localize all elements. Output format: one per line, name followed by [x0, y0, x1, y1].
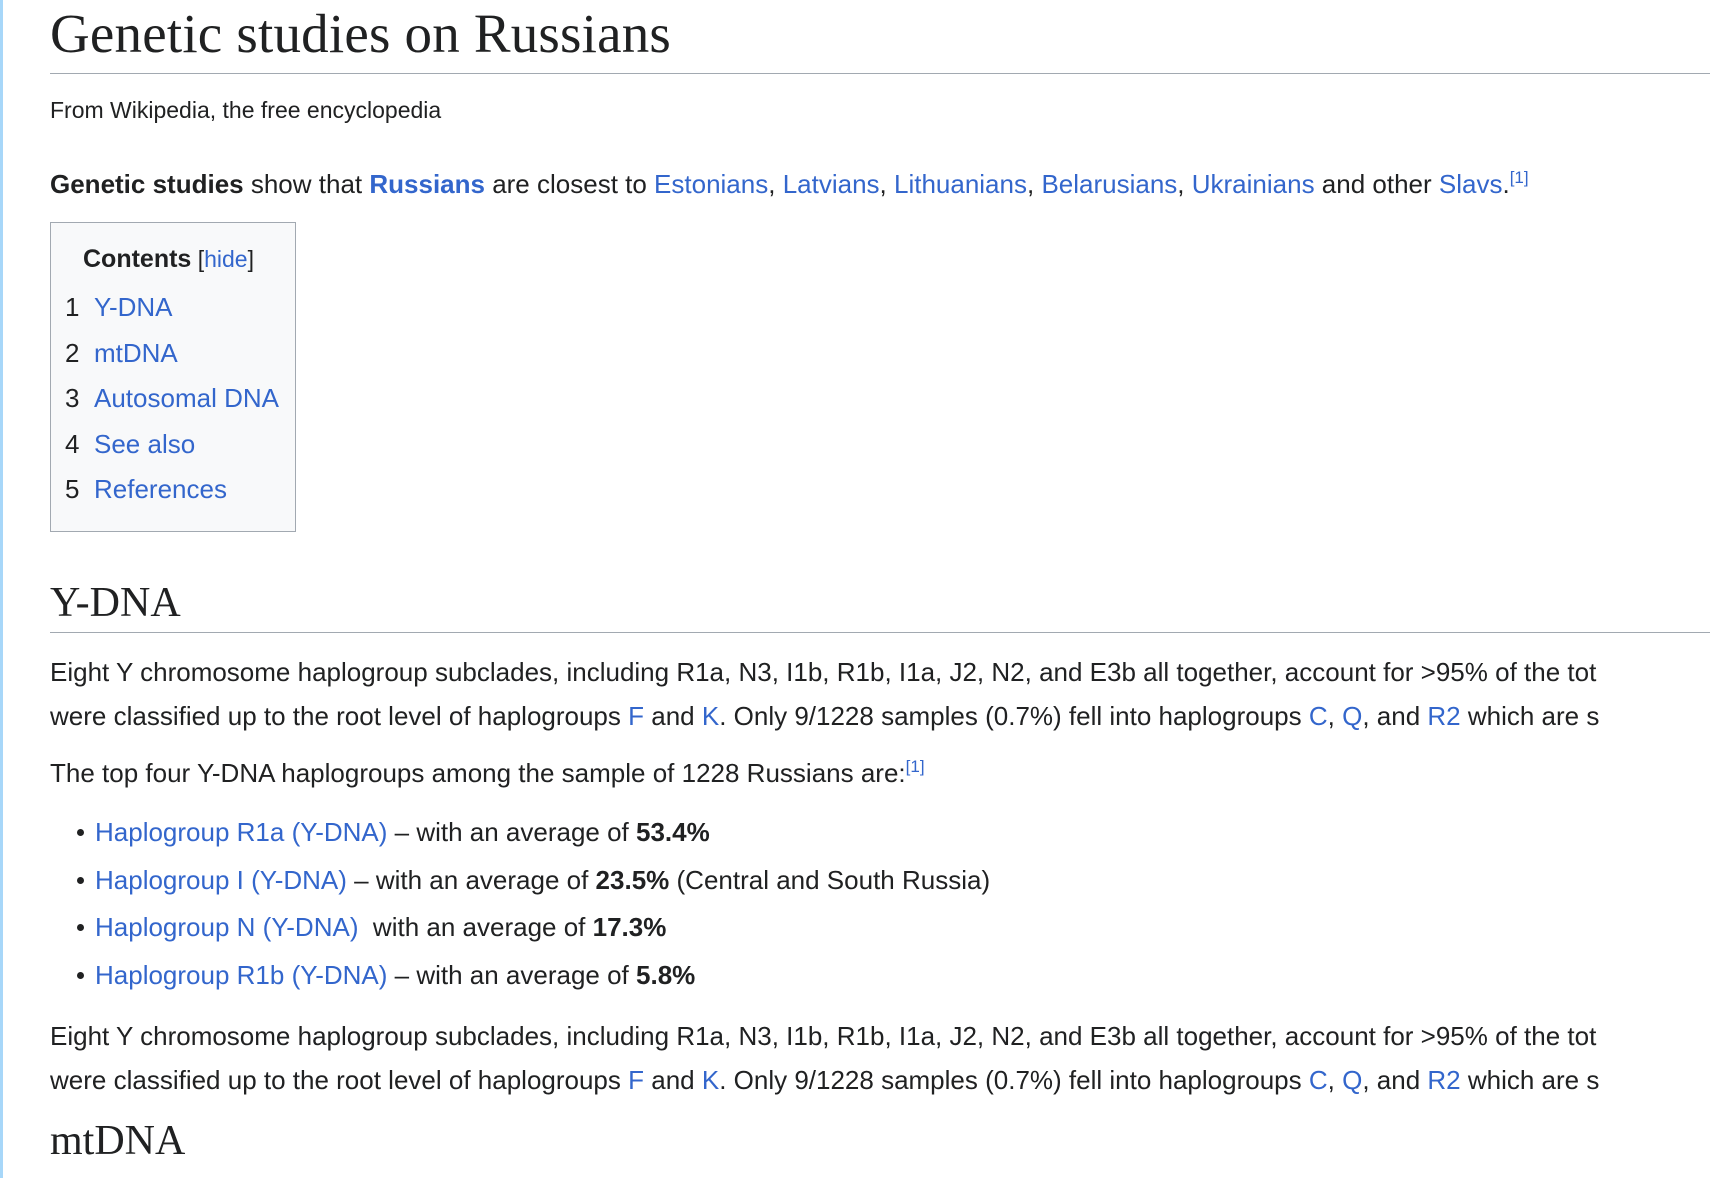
list-item [77, 911, 990, 959]
link-slavs[interactable]: Slavs [1438, 169, 1503, 199]
text: were classified up to the root level of haplogroups [50, 1065, 629, 1095]
text: The top four Y-DNA haplogroups among the sample of 1228 Russians are: [50, 758, 906, 788]
text: – with an average of [346, 864, 596, 895]
link-estonians[interactable]: Estonians [654, 169, 769, 199]
title-divider [50, 73, 1710, 74]
haplogroup-list [77, 816, 990, 1007]
table-of-contents [50, 222, 296, 532]
bullet-icon [77, 924, 84, 931]
toc-title: Contents [83, 245, 192, 273]
link-haplogroup-c[interactable]: C [1308, 701, 1328, 731]
toc-number: 5 [65, 474, 80, 504]
toc-link[interactable]: Y-DNA [94, 292, 173, 322]
link-haplogroup[interactable]: Haplogroup N (Y-DNA) [95, 912, 359, 943]
top-four-intro [50, 757, 925, 789]
toc-bracket: [ [191, 246, 205, 272]
lead-separator: , [1026, 169, 1042, 199]
text: , and [1362, 701, 1428, 731]
text: which are s [1460, 1065, 1600, 1095]
toc-header [83, 243, 254, 275]
link-ukrainians[interactable]: Ukrainians [1191, 169, 1315, 199]
lead-bold-text: Genetic studies [50, 169, 244, 199]
toc-hide-toggle[interactable]: hide [204, 246, 248, 272]
text: and [644, 1065, 702, 1095]
ydna-paragraph-1-line-2 [50, 700, 1599, 732]
toc-item-see-also[interactable] [65, 428, 279, 474]
toc-link[interactable]: See also [94, 428, 196, 459]
link-haplogroup-r2[interactable]: R2 [1427, 701, 1461, 731]
ydna-paragraph-1-line-1: Eight Y chromosome haplogroup subclades, including R1a, N3, I1b, R1b, I1a, J2, N2, and E3b all together, account for >95% of the tot [50, 657, 1597, 687]
link-haplogroup[interactable]: Haplogroup R1a (Y-DNA) [95, 817, 388, 847]
toc-item-references[interactable] [65, 473, 279, 519]
lead-text: show that [243, 169, 370, 199]
toc-link[interactable]: mtDNA [94, 337, 178, 368]
link-russians[interactable]: Russians [369, 169, 485, 199]
text: – with an average of [387, 817, 637, 847]
haplogroup-value: 23.5% [595, 864, 670, 895]
ydna-paragraph-2-line-2 [50, 1064, 1599, 1096]
text: . Only 9/1228 samples (0.7%) fell into haplogroups [719, 701, 1309, 731]
link-haplogroup[interactable]: Haplogroup I (Y-DNA) [95, 864, 347, 895]
text: . Only 9/1228 samples (0.7%) fell into haplogroups [719, 1065, 1309, 1095]
link-haplogroup-f[interactable]: F [628, 1065, 645, 1095]
text: with an average of [358, 912, 593, 943]
haplogroup-value: 5.8% [636, 960, 696, 991]
toc-number: 3 [65, 383, 80, 413]
link-belarusians[interactable]: Belarusians [1041, 169, 1178, 199]
lead-text: are closest to [484, 169, 655, 199]
link-haplogroup-k[interactable]: K [701, 701, 720, 731]
reference-1[interactable]: [1] [905, 757, 925, 776]
toc-item-autosomal-dna[interactable] [65, 382, 279, 428]
lead-paragraph [50, 168, 1529, 200]
link-haplogroup-q[interactable]: Q [1342, 1065, 1363, 1095]
ydna-paragraph-2-line-1: Eight Y chromosome haplogroup subclades, including R1a, N3, I1b, R1b, I1a, J2, N2, and E3b all together, account for >95% of the tot [50, 1021, 1597, 1051]
left-border [0, 0, 3, 1178]
toc-bracket: ] [247, 246, 254, 272]
lead-separator: , [768, 169, 783, 199]
toc-number: 2 [65, 337, 80, 368]
list-item [77, 864, 990, 912]
toc-item-ydna[interactable] [65, 291, 279, 337]
toc-list [65, 291, 279, 519]
link-haplogroup-q[interactable]: Q [1342, 701, 1363, 731]
toc-number: 4 [65, 428, 80, 459]
text: and [644, 701, 702, 731]
section-heading-ydna: Y-DNA [50, 580, 181, 626]
bullet-icon [77, 829, 84, 836]
reference-1[interactable]: [1] [1509, 168, 1529, 187]
link-haplogroup-k[interactable]: K [701, 1065, 720, 1095]
lead-separator: , [1177, 169, 1192, 199]
site-tagline: From Wikipedia, the free encyclopedia [50, 97, 442, 123]
toc-link[interactable]: References [94, 474, 227, 504]
lead-separator: , [879, 169, 894, 199]
haplogroup-value: 17.3% [592, 912, 667, 943]
bullet-icon [77, 972, 84, 979]
toc-link[interactable]: Autosomal DNA [94, 383, 279, 413]
page-title: Genetic studies on Russians [50, 3, 672, 64]
link-haplogroup[interactable]: Haplogroup R1b (Y-DNA) [95, 960, 388, 991]
article-content [50, 0, 1710, 1178]
bullet-icon [77, 877, 84, 884]
lead-text: and other [1314, 169, 1439, 199]
toc-item-mtdna[interactable] [65, 337, 279, 383]
text: were classified up to the root level of haplogroups [50, 701, 629, 731]
text: (Central and South Russia) [669, 864, 991, 895]
toc-number: 1 [65, 292, 80, 322]
haplogroup-value: 53.4% [636, 817, 710, 847]
link-lithuanians[interactable]: Lithuanians [893, 169, 1027, 199]
section-divider [50, 632, 1710, 633]
link-haplogroup-f[interactable]: F [628, 701, 645, 731]
list-item [77, 816, 990, 864]
link-haplogroup-r2[interactable]: R2 [1427, 1065, 1461, 1095]
text: , [1327, 1065, 1343, 1095]
text: – with an average of [387, 960, 637, 991]
section-heading-mtdna: mtDNA [50, 1118, 186, 1164]
lead-text: . [1502, 169, 1510, 199]
text: which are s [1460, 701, 1600, 731]
text: , and [1362, 1065, 1428, 1095]
text: , [1327, 701, 1343, 731]
link-haplogroup-c[interactable]: C [1308, 1065, 1328, 1095]
list-item [77, 959, 990, 1007]
link-latvians[interactable]: Latvians [782, 169, 880, 199]
